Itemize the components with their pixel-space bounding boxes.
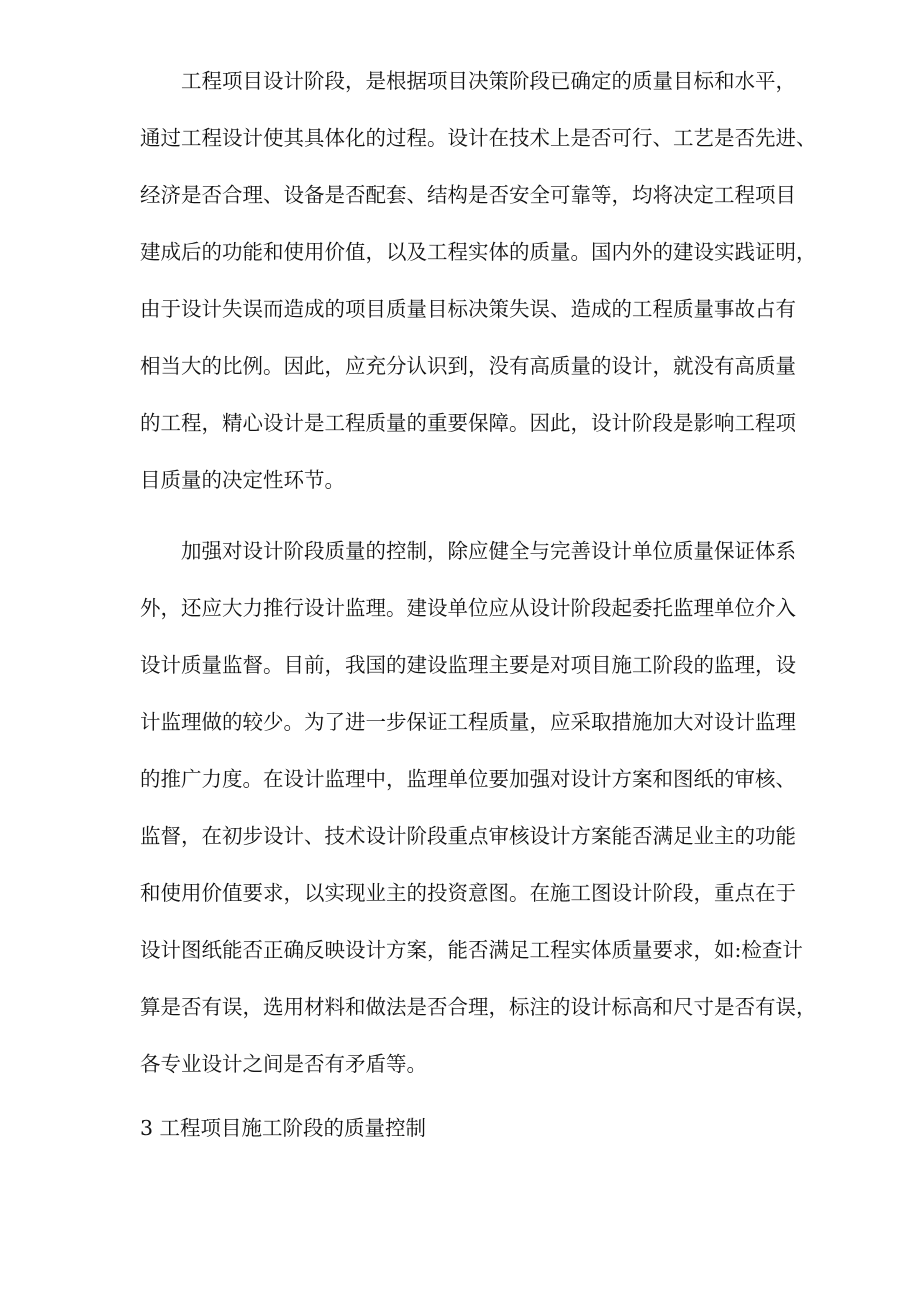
paragraph-1-line-3: 经济是否合理、设备是否配套、结构是否安全可靠等，均将决定工程项目 [140, 183, 796, 207]
paragraph-2-line-10: 各专业设计之间是否有矛盾等。 [140, 1052, 427, 1076]
section-heading: 3 工程项目施工阶段的质量控制 [140, 1116, 427, 1140]
paragraph-2-line-6: 监督，在初步设计、技术设计阶段重点审核设计方案能否满足业主的功能 [140, 824, 796, 848]
paragraph-1-line-7: 的工程，精心设计是工程质量的重要保障。因此，设计阶段是影响工程项 [140, 411, 796, 435]
paragraph-1-line-1: 工程项目设计阶段，是根据项目决策阶段已确定的质量目标和水平， [181, 69, 796, 93]
paragraph-2-line-5: 的推广力度。在设计监理中，监理单位要加强对设计方案和图纸的审核、 [140, 767, 796, 791]
paragraph-1-line-8: 目质量的决定性环节。 [140, 468, 345, 492]
paragraph-2-line-3: 设计质量监督。目前，我国的建设监理主要是对项目施工阶段的监理，设 [140, 653, 796, 677]
paragraph-1-line-5: 由于设计失误而造成的项目质量目标决策失误、造成的工程质量事故占有 [140, 297, 796, 321]
paragraph-2-line-4: 计监理做的较少。为了进一步保证工程质量，应采取措施加大对设计监理 [140, 710, 796, 734]
paragraph-1-line-2: 通过工程设计使其具体化的过程。设计在技术上是否可行、工艺是否先进、 [140, 126, 817, 150]
paragraph-1-line-6: 相当大的比例。因此，应充分认识到，没有高质量的设计，就没有高质量 [140, 354, 796, 378]
paragraph-2-line-7: 和使用价值要求，以实现业主的投资意图。在施工图设计阶段，重点在于 [140, 881, 796, 905]
paragraph-2-line-9: 算是否有误，选用材料和做法是否合理，标注的设计标高和尺寸是否有误， [140, 995, 817, 1019]
paragraph-2-line-8: 设计图纸能否正确反映设计方案，能否满足工程实体质量要求，如:检查计 [140, 938, 803, 962]
paragraph-2-line-2: 外，还应大力推行设计监理。建设单位应从设计阶段起委托监理单位介入 [140, 596, 796, 620]
paragraph-1-line-4: 建成后的功能和使用价值，以及工程实体的质量。国内外的建设实践证明， [140, 240, 817, 264]
paragraph-2-line-1: 加强对设计阶段质量的控制，除应健全与完善设计单位质量保证体系 [181, 539, 796, 563]
